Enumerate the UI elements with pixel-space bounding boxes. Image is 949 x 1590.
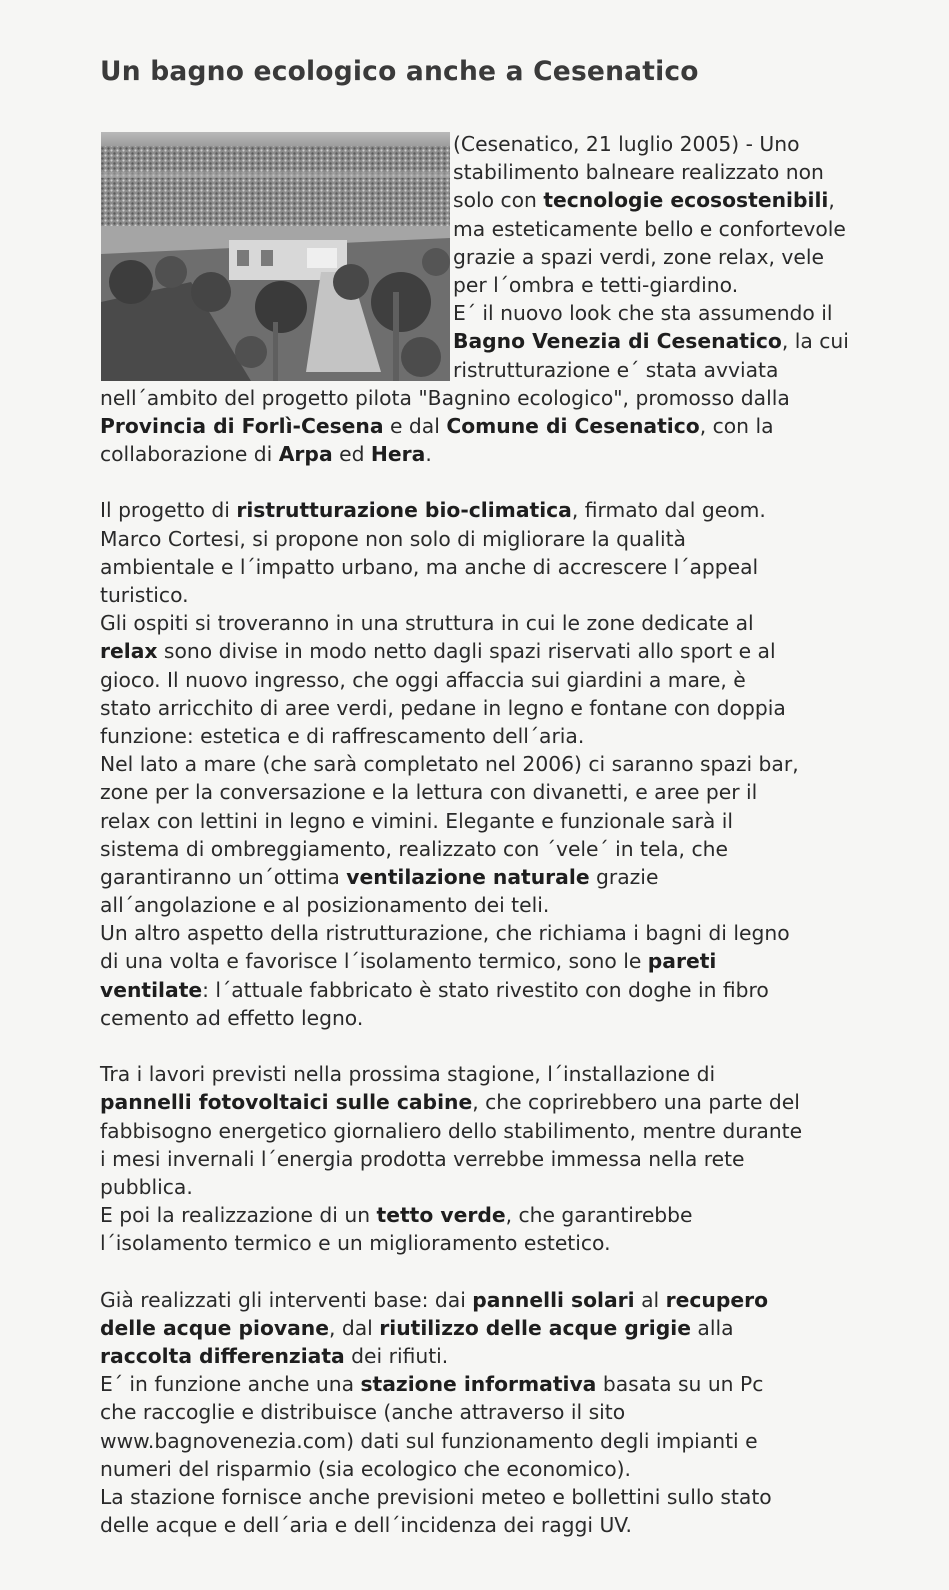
text-run: garantiranno un´ottima xyxy=(100,864,347,889)
text-line xyxy=(100,581,910,609)
text-run: cemento ad effetto legno. xyxy=(100,1005,364,1030)
text-line xyxy=(100,271,910,299)
text-line xyxy=(100,1286,910,1314)
text-line xyxy=(100,186,910,214)
bold-phrase: Arpa xyxy=(278,442,333,467)
text-line xyxy=(100,722,910,750)
text-run: che raccoglie e distribuisce (anche attraverso il sito xyxy=(100,1400,626,1425)
text-run: , con la xyxy=(699,413,774,438)
text-run: Il progetto di xyxy=(100,498,237,523)
text-line xyxy=(100,863,910,891)
text-run: per l´ombra e tetti-giardino. xyxy=(453,272,739,297)
text-run: grazie xyxy=(589,864,659,889)
bold-phrase: raccolta differenziata xyxy=(100,1344,345,1369)
text-run: ed xyxy=(332,442,371,467)
text-line xyxy=(100,891,910,919)
text-line xyxy=(100,835,910,863)
text-line xyxy=(100,750,910,778)
text-line xyxy=(100,215,910,243)
text-run: relax con lettini in legno e vimini. Elegante e funzionale sarà il xyxy=(100,808,734,833)
text-run: Già realizzati gli interventi base: dai xyxy=(100,1287,473,1312)
bold-phrase: Comune di Cesenatico xyxy=(446,413,700,438)
text-run: all´angolazione e al posizionamento dei teli. xyxy=(100,893,550,918)
bold-phrase: pareti xyxy=(647,949,717,974)
text-line xyxy=(100,919,910,947)
text-run: sistema di ombreggiamento, realizzato con ´vele´ in tela, che xyxy=(100,836,728,861)
text-line xyxy=(100,525,910,553)
text-line xyxy=(100,1201,910,1229)
text-run: l´isolamento termico e un miglioramento estetico. xyxy=(100,1231,611,1256)
text-run: Un altro aspetto della ristrutturazione, che richiama i bagni di legno xyxy=(100,921,790,946)
text-run: delle acque e dell´aria e dell´incidenza dei raggi UV. xyxy=(100,1513,633,1538)
text-run: basata su un Pc xyxy=(596,1372,764,1397)
text-run: La stazione fornisce anche previsioni meteo e bollettini sullo stato xyxy=(100,1485,772,1509)
bold-phrase: Hera xyxy=(370,442,426,467)
text-line xyxy=(100,1511,910,1539)
text-line xyxy=(100,553,910,581)
text-line xyxy=(100,356,910,384)
text-line xyxy=(100,1342,910,1370)
text-line xyxy=(100,1427,910,1455)
text-run: , la cui xyxy=(781,329,849,354)
text-run: E poi la realizzazione di un xyxy=(100,1203,377,1228)
text-line xyxy=(100,976,910,1004)
text-run: ristrutturazione e´ stata avviata xyxy=(453,357,779,382)
text-run: gioco. Il nuovo ingresso, che oggi affaccia sui giardini a mare, è xyxy=(100,667,746,692)
bold-phrase: ventilate xyxy=(100,977,203,1002)
text-run: , che coprirebbero una parte del xyxy=(472,1090,800,1115)
text-run: fabbisogno energetico giornaliero dello stabilimento, mentre durante xyxy=(100,1118,803,1143)
text-line xyxy=(100,609,910,637)
text-run: solo con xyxy=(453,188,544,213)
text-line xyxy=(100,1088,910,1116)
text-run: zone per la conversazione e la lettura con divanetti, e aree per il xyxy=(100,780,758,805)
bold-phrase: delle acque piovane xyxy=(100,1315,329,1340)
text-run: , dal xyxy=(328,1315,380,1340)
text-run: di una volta e favorisce l´isolamento termico, sono le xyxy=(100,949,648,974)
text-run: Tra i lavori previsti nella prossima stagione, l´installazione di xyxy=(100,1062,716,1087)
text-line xyxy=(100,778,910,806)
text-run: Gli ospiti si troveranno in una struttura in cui le zone dedicate al xyxy=(100,611,754,636)
text-line xyxy=(100,384,910,412)
text-line xyxy=(100,1060,910,1088)
text-line xyxy=(100,947,910,975)
text-line xyxy=(100,1117,910,1145)
article-body xyxy=(100,130,910,1539)
text-line xyxy=(100,496,910,524)
text-line xyxy=(100,1173,910,1201)
bold-phrase: tecnologie ecosostenibili xyxy=(543,188,829,213)
text-run: Marco Cortesi, si propone non solo di migliorare la qualità xyxy=(100,526,686,551)
text-run: ambientale e l´impatto urbano, ma anche di accrescere l´appeal xyxy=(100,554,759,579)
paragraph-gap xyxy=(100,1258,910,1286)
bold-phrase: Provincia di Forlì-Cesena xyxy=(100,413,384,438)
bold-phrase: recupero xyxy=(665,1287,769,1312)
text-run: dei rifiuti. xyxy=(344,1344,449,1369)
text-run: , che garantirebbe xyxy=(505,1203,693,1228)
text-run: turistico. xyxy=(100,583,189,607)
text-line xyxy=(100,130,910,158)
text-run: i mesi invernali l´energia prodotta verrebbe immessa nella rete xyxy=(100,1146,745,1171)
text-line xyxy=(100,666,910,694)
text-line xyxy=(100,158,910,186)
text-line xyxy=(100,299,910,327)
article-title: Un bagno ecologico anche a Cesenatico xyxy=(100,56,699,87)
text-run: nell´ambito del progetto pilota "Bagnino ecologico", promosso dalla xyxy=(100,385,790,410)
text-run: stabilimento balneare realizzato non xyxy=(453,160,824,185)
text-run: , firmato dal geom. xyxy=(571,498,766,523)
bold-phrase: ventilazione naturale xyxy=(346,864,590,889)
bold-phrase: stazione informativa xyxy=(360,1372,597,1397)
text-line xyxy=(100,1483,910,1511)
text-run: www.bagnovenezia.com) dati sul funzionamento degli impianti e xyxy=(100,1428,758,1453)
text-run: collaborazione di xyxy=(100,442,279,467)
text-line xyxy=(100,1455,910,1483)
bold-phrase: riutilizzo delle acque grigie xyxy=(379,1315,691,1340)
text-run: sono divise in modo netto dagli spazi riservati allo sport e al xyxy=(157,639,776,664)
text-line xyxy=(100,1145,910,1173)
text-line xyxy=(100,807,910,835)
text-line xyxy=(100,1398,910,1426)
bold-phrase: tetto verde xyxy=(376,1203,506,1228)
text-run: ma esteticamente bello e confortevole xyxy=(453,216,846,241)
text-line xyxy=(100,1004,910,1032)
text-run: funzione: estetica e di raffrescamento dell´aria. xyxy=(100,723,585,748)
bold-phrase: ristrutturazione bio-climatica xyxy=(236,498,572,523)
text-run: alla xyxy=(690,1315,734,1340)
text-run: grazie a spazi verdi, zone relax, vele xyxy=(453,244,824,269)
text-run: E´ il nuovo look che sta assumendo il xyxy=(453,301,833,326)
bold-phrase: relax xyxy=(100,639,158,664)
text-run: . xyxy=(425,442,432,467)
text-run: Nel lato a mare (che sarà completato nel 2006) ci saranno spazi bar, xyxy=(100,752,799,777)
text-run: numeri del risparmio (sia ecologico che economico). xyxy=(100,1456,631,1481)
text-run: pubblica. xyxy=(100,1174,193,1199)
bold-phrase: Bagno Venezia di Cesenatico xyxy=(453,329,782,354)
text-line xyxy=(100,1314,910,1342)
text-run: stato arricchito di aree verdi, pedane in legno e fontane con doppia xyxy=(100,695,786,720)
text-line xyxy=(100,1370,910,1398)
text-run: (Cesenatico, 21 luglio 2005) - Uno xyxy=(453,132,800,156)
text-line xyxy=(100,412,910,440)
text-line xyxy=(100,637,910,665)
text-line xyxy=(100,243,910,271)
text-run: : l´attuale fabbricato è stato rivestito con doghe in fibro xyxy=(202,977,769,1002)
bold-phrase: pannelli solari xyxy=(472,1287,635,1312)
text-run: E´ in funzione anche una xyxy=(100,1372,361,1397)
text-run: e dal xyxy=(383,413,447,438)
bold-phrase: pannelli fotovoltaici sulle cabine xyxy=(100,1090,473,1115)
text-run: al xyxy=(634,1287,666,1312)
paragraph-gap xyxy=(100,1032,910,1060)
text-line xyxy=(100,1229,910,1257)
text-line xyxy=(100,440,910,468)
paragraph-gap xyxy=(100,468,910,496)
text-line xyxy=(100,694,910,722)
text-run: , xyxy=(828,188,835,213)
text-line xyxy=(100,327,910,355)
